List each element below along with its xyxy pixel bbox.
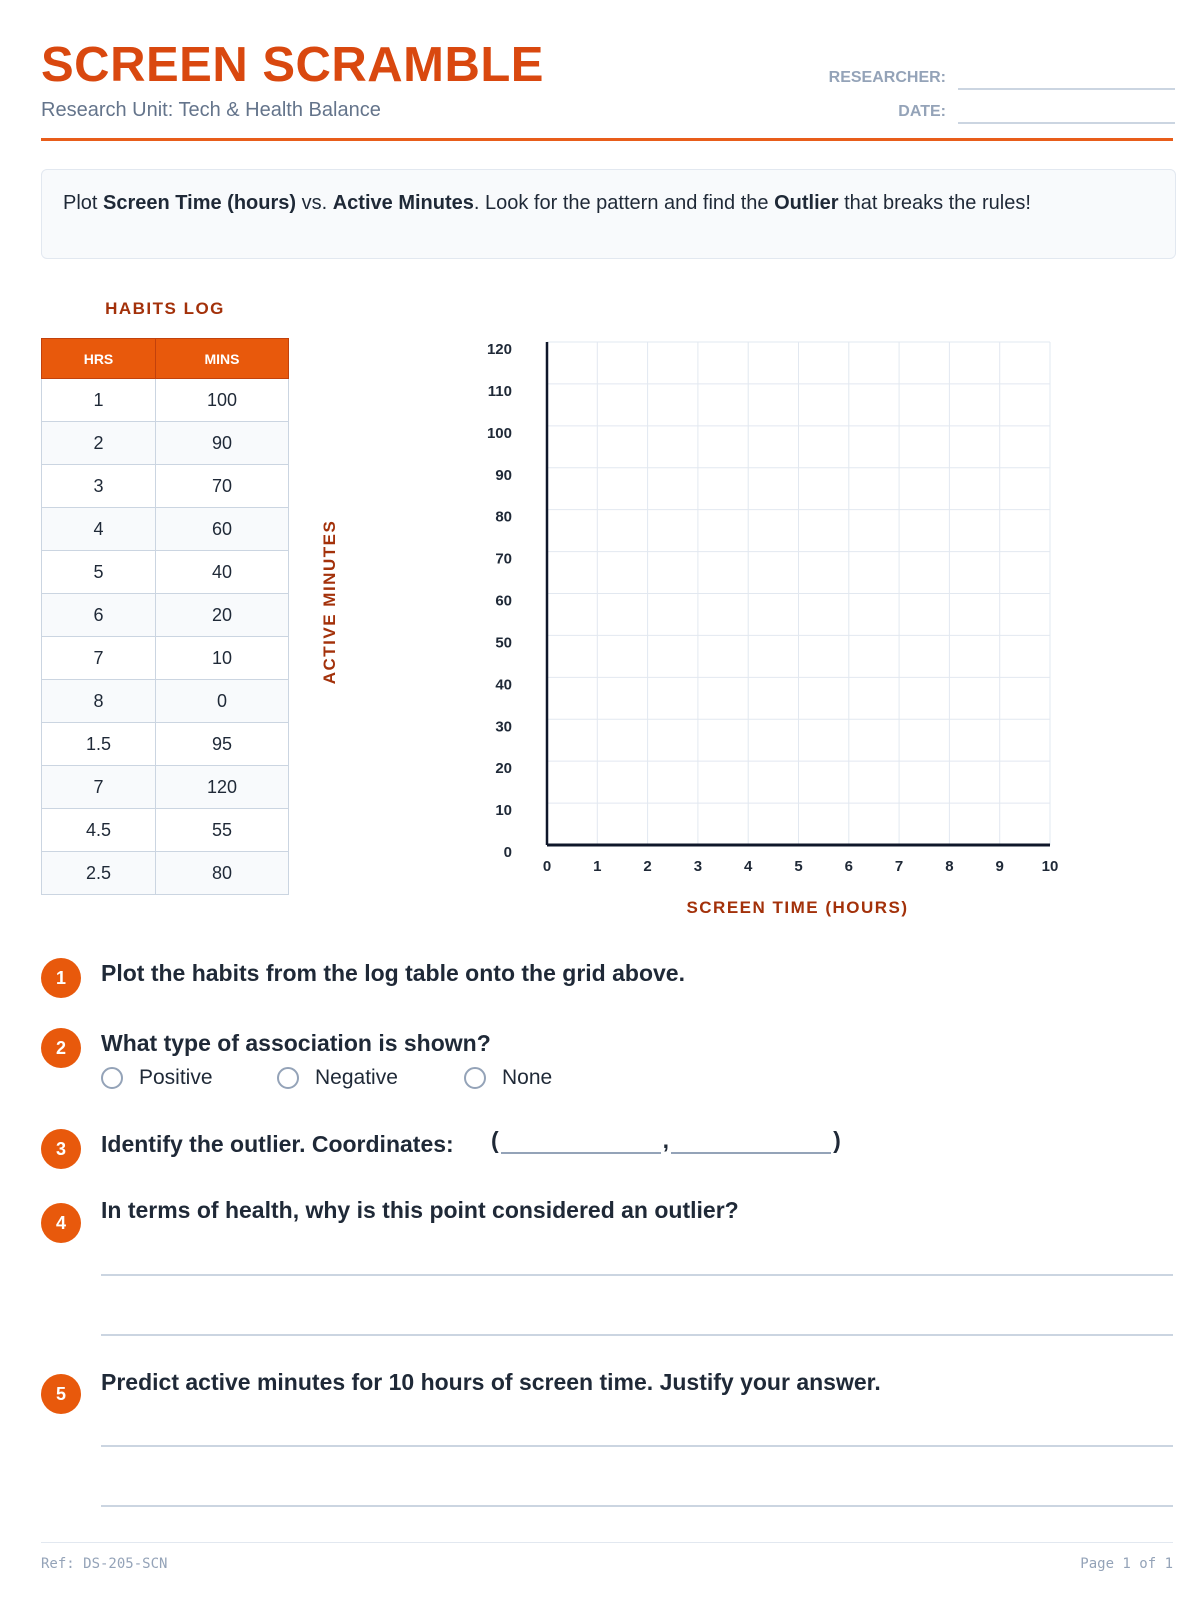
mins-cell: 70 xyxy=(155,465,288,508)
mins-cell: 10 xyxy=(155,637,288,680)
worksheet-title: SCREEN SCRAMBLE xyxy=(41,38,544,92)
instructions-text: that breaks the rules! xyxy=(838,192,1031,214)
worksheet-subtitle: Research Unit: Tech & Health Balance xyxy=(41,99,381,121)
x-tick-label: 1 xyxy=(593,858,602,875)
hrs-cell: 2.5 xyxy=(42,852,156,895)
mins-cell: 90 xyxy=(155,422,288,465)
mins-cell: 95 xyxy=(155,723,288,766)
x-tick-label: 10 xyxy=(1041,858,1059,875)
radio-circle-icon[interactable] xyxy=(101,1067,123,1089)
x-tick-label: 3 xyxy=(693,858,703,875)
habits-log-title: HABITS LOG xyxy=(105,299,225,318)
instructions-text: Plot xyxy=(63,192,104,214)
close-paren: ) xyxy=(833,1127,841,1153)
column-header-hrs: HRS xyxy=(42,339,156,379)
hrs-cell: 2 xyxy=(42,422,156,465)
option-label: Positive xyxy=(139,1066,213,1089)
mins-cell: 0 xyxy=(155,680,288,723)
y-tick-label: 50 xyxy=(495,634,512,652)
question-number: 5 xyxy=(41,1374,81,1414)
hrs-cell: 3 xyxy=(42,465,156,508)
answer-line[interactable] xyxy=(101,1445,1173,1447)
instructions-text: . Look for the pattern and find the xyxy=(473,192,775,214)
y-coordinate-blank[interactable] xyxy=(671,1132,831,1154)
question-text: What type of association is shown? xyxy=(101,1030,491,1056)
reference-code: Ref: DS-205-SCN xyxy=(41,1556,168,1572)
y-tick-label: 0 xyxy=(503,844,512,861)
instructions-emphasis-active-minutes: Active Minutes xyxy=(332,192,474,214)
x-tick-label: 9 xyxy=(995,858,1004,875)
radio-circle-icon[interactable] xyxy=(277,1067,299,1089)
x-axis-label: SCREEN TIME (HOURS) xyxy=(686,898,909,917)
comma: , xyxy=(662,1127,670,1153)
footer-divider xyxy=(41,1542,1173,1543)
mins-cell: 20 xyxy=(155,594,288,637)
y-tick-label: 30 xyxy=(495,718,512,736)
mins-cell: 40 xyxy=(155,551,288,594)
instructions-emphasis-outlier: Outlier xyxy=(774,192,839,214)
option-label: Negative xyxy=(315,1066,398,1089)
option-negative[interactable] xyxy=(277,1066,464,1090)
question-text: In terms of health, why is this point considered an outlier? xyxy=(101,1197,739,1223)
answer-line[interactable] xyxy=(101,1505,1173,1507)
x-tick-label: 7 xyxy=(894,858,904,875)
y-tick-label: 110 xyxy=(487,382,512,400)
y-tick-label: 120 xyxy=(486,341,512,358)
hrs-cell: 7 xyxy=(42,637,156,680)
y-tick-label: 70 xyxy=(495,550,512,568)
hrs-cell: 5 xyxy=(42,551,156,594)
y-tick-label: 60 xyxy=(495,592,512,610)
option-positive[interactable] xyxy=(101,1066,277,1090)
option-none[interactable] xyxy=(464,1066,552,1090)
y-axis-label: ACTIVE MINUTES xyxy=(320,519,339,685)
radio-circle-icon[interactable] xyxy=(464,1067,486,1089)
question-text: Plot the habits from the log table onto the grid above. xyxy=(101,960,685,986)
page-number: Page 1 of 1 xyxy=(1080,1556,1173,1572)
instructions-emphasis-screen-time: Screen Time (hours) xyxy=(103,192,297,214)
hrs-cell: 6 xyxy=(42,594,156,637)
question-number: 4 xyxy=(41,1203,81,1243)
answer-line[interactable] xyxy=(101,1334,1173,1336)
x-coordinate-blank[interactable] xyxy=(501,1132,661,1154)
question-text: Predict active minutes for 10 hours of screen time. Justify your answer. xyxy=(101,1369,881,1395)
date-label: DATE: xyxy=(898,103,946,120)
hrs-cell: 1 xyxy=(42,379,156,422)
hrs-cell: 4 xyxy=(42,508,156,551)
y-tick-label: 20 xyxy=(495,760,512,778)
option-label: None xyxy=(502,1066,553,1089)
association-options xyxy=(101,1066,552,1090)
hrs-cell: 1.5 xyxy=(42,723,156,766)
question-number: 1 xyxy=(41,958,81,998)
mins-cell: 55 xyxy=(155,809,288,852)
mins-cell: 80 xyxy=(155,852,288,895)
x-tick-label: 0 xyxy=(542,858,552,875)
x-tick-label: 2 xyxy=(643,858,652,875)
question-number: 3 xyxy=(41,1129,81,1169)
question-text: Identify the outlier. Coordinates: xyxy=(101,1131,454,1157)
open-paren: ( xyxy=(491,1127,499,1153)
hrs-cell: 8 xyxy=(42,680,156,723)
y-tick-label: 80 xyxy=(495,508,512,526)
x-tick-label: 5 xyxy=(794,858,803,875)
x-tick-label: 4 xyxy=(744,858,753,875)
x-tick-label: 6 xyxy=(844,858,853,875)
hrs-cell: 7 xyxy=(42,766,156,809)
question-number: 2 xyxy=(41,1028,81,1068)
mins-cell: 100 xyxy=(155,379,288,422)
mins-cell: 120 xyxy=(155,766,288,809)
y-tick-label: 10 xyxy=(495,802,512,820)
y-tick-label: 100 xyxy=(486,424,512,442)
y-tick-label: 40 xyxy=(495,676,512,694)
instructions-text: vs. xyxy=(296,192,333,214)
answer-line[interactable] xyxy=(101,1274,1173,1276)
outlier-coordinates xyxy=(491,1126,841,1154)
x-tick-label: 8 xyxy=(945,858,954,875)
researcher-label: RESEARCHER: xyxy=(828,69,946,86)
column-header-mins: MINS xyxy=(155,339,288,379)
y-tick-label: 90 xyxy=(495,466,512,484)
hrs-cell: 4.5 xyxy=(42,809,156,852)
mins-cell: 60 xyxy=(155,508,288,551)
